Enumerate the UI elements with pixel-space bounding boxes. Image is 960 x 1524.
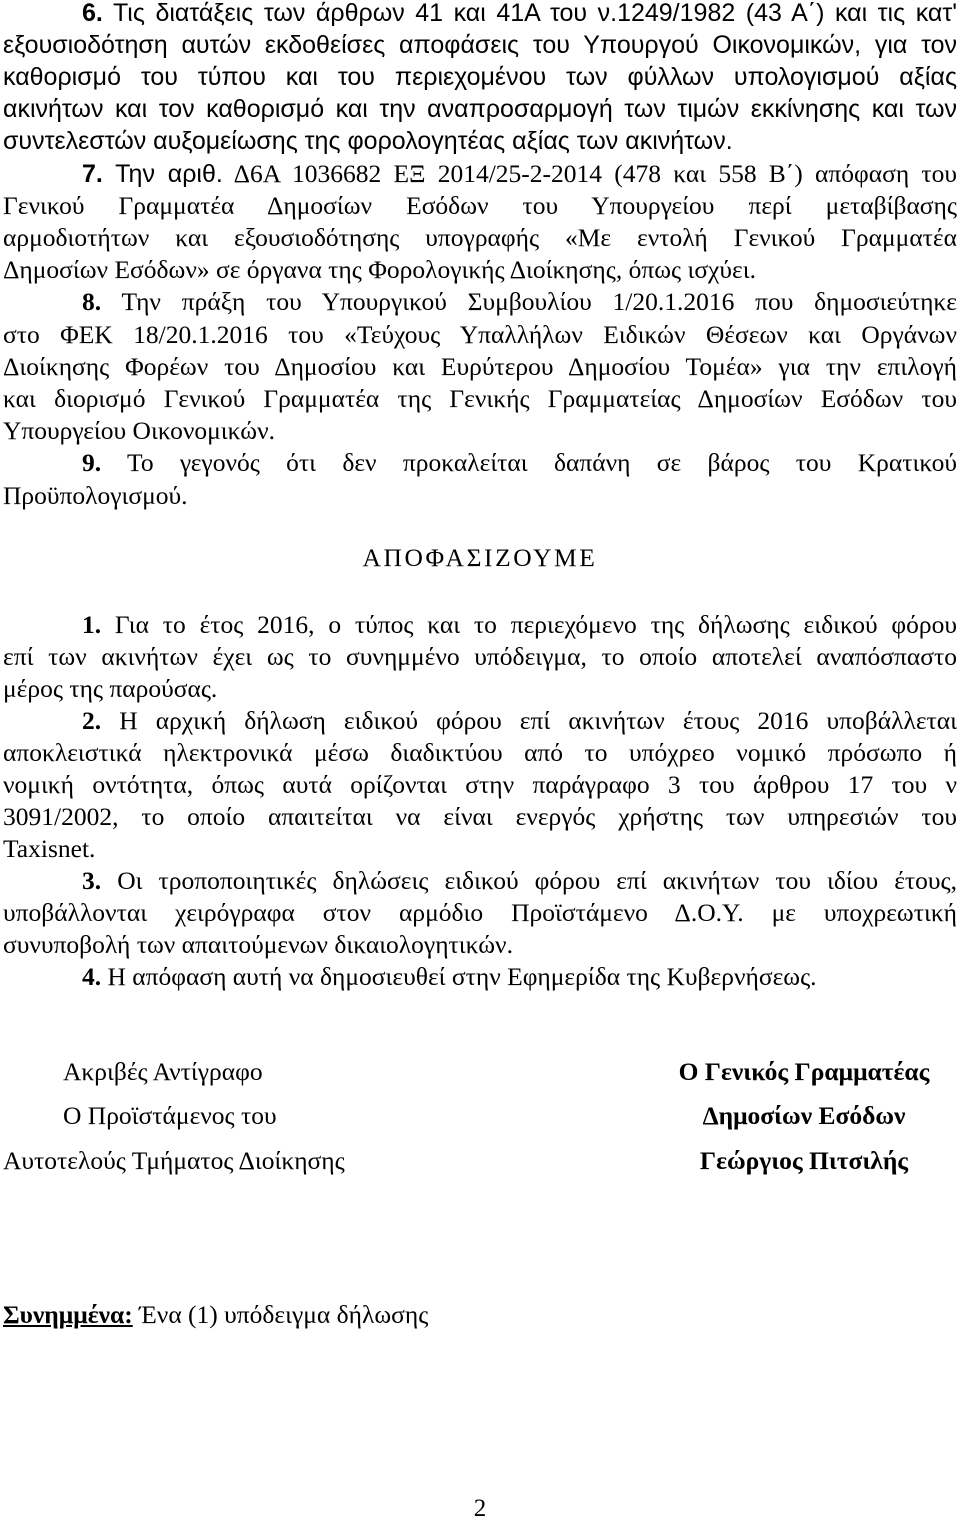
signatory-name: Γεώργιος Πιτσιλής xyxy=(699,1145,909,1175)
text-line: στο ΦΕΚ 18/20.1.2016 του «Τεύχους Υπαλλήλων Ειδικών Θέσεων και Οργάνων xyxy=(3,319,957,349)
attachment-note xyxy=(3,1298,428,1331)
line-text: Για το έτος 2016, ο τύπος και το περιεχόμενο της δήλωσης ειδικού φόρου xyxy=(114,609,957,639)
item-number: 6. xyxy=(82,0,103,27)
text-line: και διορισμό Γενικού Γραμματέα της Γενικής Γραμματείας Δημοσίων Εσόδων του xyxy=(3,383,957,413)
text-line: υποβάλλονται χειρόγραφα στον αρμόδιο Προϊστάμενο Δ.Ο.Υ. με υποχρεωτική xyxy=(3,897,957,927)
text-line: συντελεστών αυξομείωσης της φορολογητέας αξίας των ακινήτων. xyxy=(3,127,733,156)
text-line: αρμοδιοτήτων και εξουσιοδότησης υπογραφής «Με εντολή Γενικού Γραμματέα xyxy=(3,222,957,252)
signatory-title: Ο Γενικός Γραμματέας xyxy=(678,1056,930,1086)
recital-6 xyxy=(3,0,957,158)
line-text: Δ6Α 1036682 ΕΞ 2014/25-2-2014 (478 και 558 Β΄) απόφαση του xyxy=(233,158,958,188)
recital-8 xyxy=(3,286,957,447)
text-line xyxy=(3,0,957,29)
text-line xyxy=(3,447,957,479)
text-line: Γενικού Γραμματέα Δημοσίων Εσόδων του Υπουργείου περί μεταβίβασης xyxy=(3,190,957,220)
line-text: Τις διατάξεις των άρθρων 41 και 41Α του ν.1249/1982 (43 Α΄) και τις κατ' xyxy=(112,0,957,27)
text-line: Προϋπολογισμού. xyxy=(3,480,188,510)
text-line: αποκλειστικά ηλεκτρονικά μέσω διαδικτύου από το υπόχρεο νομικό πρόσωπο ή xyxy=(3,737,957,767)
item-number: 4. xyxy=(82,961,102,991)
item-number: 3. xyxy=(82,865,102,895)
text-line: νομική οντότητα, όπως αυτά ορίζονται στην παράγραφο 3 του άρθρου 17 του ν xyxy=(3,769,957,799)
text-line xyxy=(3,961,957,993)
line-text: Την πράξη του Υπουργικού Συμβουλίου 1/20.1.2016 που δημοσιεύτηκε xyxy=(121,287,957,317)
text-line xyxy=(3,286,957,318)
text-line xyxy=(3,865,957,897)
attachment-label: Συνημμένα: xyxy=(3,1299,133,1329)
text-line: ακινήτων και τον καθορισμό και την αναπροσαρμογή των τιμών εκκίνησης και των xyxy=(3,95,957,124)
text-line: επί των ακινήτων έχει ως το συνημμένο υπόδειγμα, το οποίο αποτελεί αναπόσπαστο xyxy=(3,641,957,671)
text-line: Δημοσίων Εσόδων» σε όργανα της Φορολογικής Διοίκησης, όπως ισχύει. xyxy=(3,255,756,285)
item-number: 7. xyxy=(82,159,103,188)
recital-7 xyxy=(3,158,957,287)
decision-heading: ΑΠΟΦΑΣΙΖΟΥΜΕ xyxy=(362,542,598,572)
text-line: μέρος της παρούσας. xyxy=(3,673,218,703)
text-line xyxy=(3,609,957,641)
text-line: 3091/2002, το οποίο απαιτείται να είναι ενεργός χρήστης των υπηρεσιών του xyxy=(3,801,957,831)
department-label: Αυτοτελούς Τμήματος Διοίκησης xyxy=(3,1145,345,1175)
head-of-label: Ο Προϊστάμενος του xyxy=(63,1100,277,1130)
line-text: Το γεγονός ότι δεν προκαλείται δαπάνη σε βάρος του Κρατικού xyxy=(127,448,957,478)
page-number: 2 xyxy=(473,1495,487,1522)
recital-9 xyxy=(3,447,957,511)
item-number: 8. xyxy=(82,287,102,317)
decisions-section xyxy=(3,609,957,993)
line-text: Η απόφαση αυτή να δημοσιευθεί στην Εφημερίδα της Κυβερνήσεως. xyxy=(107,961,817,991)
decision-2 xyxy=(3,705,957,865)
text-line: Taxisnet. xyxy=(3,833,96,863)
recitals-section xyxy=(3,0,957,512)
text-line xyxy=(3,158,957,190)
decision-3 xyxy=(3,865,957,961)
item-number: 2. xyxy=(82,705,102,735)
text-line: Διοίκησης Φορέων του Δημοσίου και Ευρύτερου Δημοσίου Τομέα» για την επιλογή xyxy=(3,351,957,381)
signatory-office: Δημοσίων Εσόδων xyxy=(702,1100,906,1130)
text-line: συνυποβολή των απαιτούμενων δικαιολογητικών. xyxy=(3,929,513,959)
decision-4 xyxy=(3,961,957,993)
line-text: Η αρχική δήλωση ειδικού φόρου επί ακινήτων έτους 2016 υποβάλλεται xyxy=(119,705,957,735)
item-number: 1. xyxy=(82,609,102,639)
text-line xyxy=(3,705,957,737)
line-lead-text: Την αριθ. xyxy=(115,159,223,188)
text-line: καθορισμό του τύπου και του περιεχομένου των φύλλων υπολογισμού αξίας xyxy=(3,62,957,91)
text-line: Υπουργείου Οικονομικών. xyxy=(3,416,275,446)
attachment-text: Ένα (1) υπόδειγμα δήλωσης xyxy=(139,1299,429,1329)
certified-copy-label: Ακριβές Αντίγραφο xyxy=(63,1056,263,1086)
decision-1 xyxy=(3,609,957,705)
line-text: Οι τροποποιητικές δηλώσεις ειδικού φόρου επί ακινήτων του ιδίου έτους, xyxy=(117,865,957,895)
text-line: εξουσιοδότηση αυτών εκδοθείσες αποφάσεις του Υπουργού Οικονομικών, για τον xyxy=(3,30,957,59)
item-number: 9. xyxy=(82,448,102,478)
